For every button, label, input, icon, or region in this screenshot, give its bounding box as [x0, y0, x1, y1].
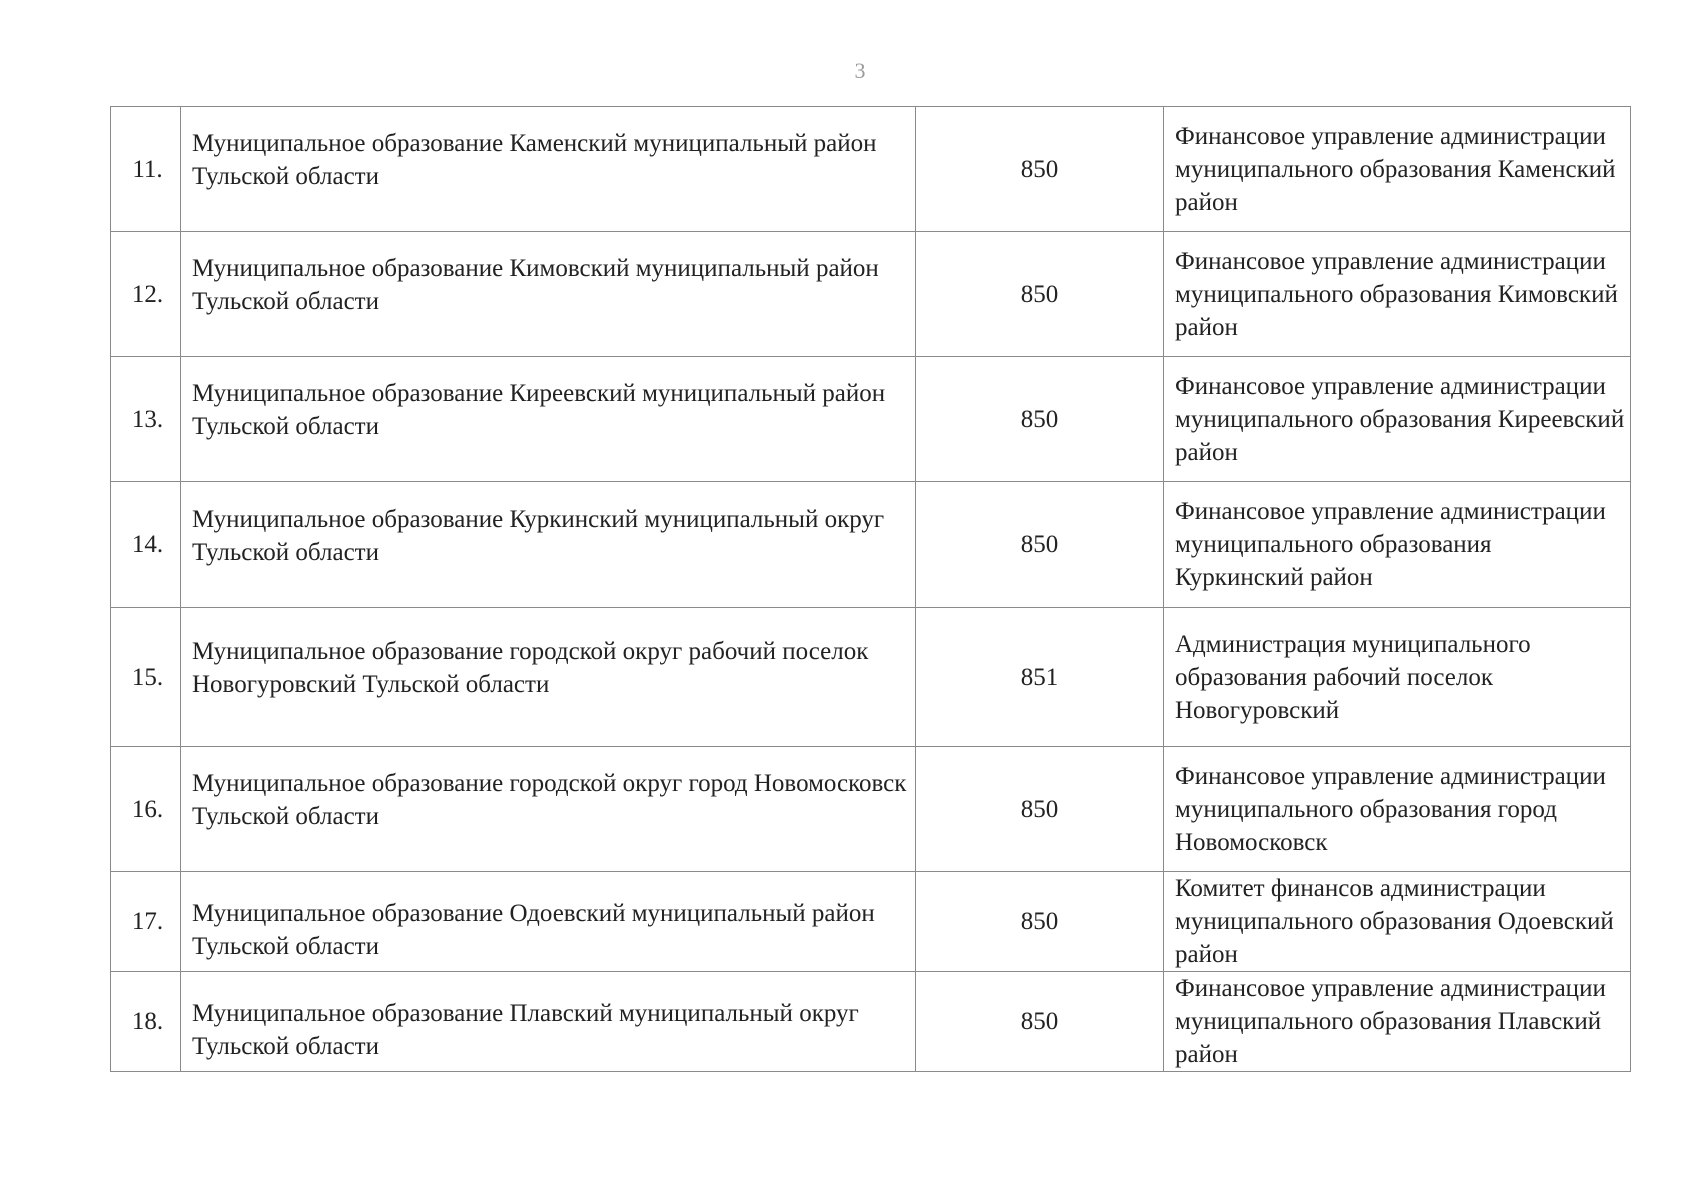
municipality-name: Муниципальное образование городской округ город Новомосковск Тульской области [192, 770, 907, 830]
municipality-name-cell [181, 872, 916, 972]
table-row [111, 232, 1631, 357]
organization: Финансовое управление администрации муниципального образования Куркинский район [1164, 482, 1631, 608]
row-number: 18. [111, 972, 181, 1072]
organization: Финансовое управление администрации муниципального образования Киреевский район [1164, 357, 1631, 482]
municipality-name-cell [181, 747, 916, 872]
code: 850 [916, 482, 1164, 608]
table-row [111, 608, 1631, 747]
municipality-name: Муниципальное образование городской округ рабочий поселок Новогуровский Тульской области [192, 638, 869, 698]
municipal-table [110, 106, 1631, 1072]
table-row [111, 972, 1631, 1072]
table-row [111, 747, 1631, 872]
row-number: 15. [111, 608, 181, 747]
organization: Финансовое управление администрации муниципального образования Кимовский район [1164, 232, 1631, 357]
table-row [111, 872, 1631, 972]
row-number: 14. [111, 482, 181, 608]
row-number: 13. [111, 357, 181, 482]
row-number: 17. [111, 872, 181, 972]
page-number: 3 [854, 58, 866, 83]
municipality-name: Муниципальное образование Киреевский муниципальный район Тульской области [192, 380, 886, 440]
organization: Финансовое управление администрации муниципального образования город Новомосковск [1164, 747, 1631, 872]
code: 850 [916, 972, 1164, 1072]
organization: Комитет финансов администрации муниципального образования Одоевский район [1164, 872, 1631, 972]
organization: Администрация муниципального образования рабочий поселок Новогуровский [1164, 608, 1631, 747]
municipality-name-cell [181, 232, 916, 357]
table-row [111, 107, 1631, 232]
table-row [111, 482, 1631, 608]
code: 851 [916, 608, 1164, 747]
organization: Финансовое управление администрации муниципального образования Плавский район [1164, 972, 1631, 1072]
municipality-name-cell [181, 357, 916, 482]
row-number: 16. [111, 747, 181, 872]
code: 850 [916, 747, 1164, 872]
municipality-name: Муниципальное образование Одоевский муниципальный район Тульской области [192, 899, 875, 960]
municipality-name-cell [181, 972, 916, 1072]
municipality-name-cell [181, 482, 916, 608]
municipality-name: Муниципальное образование Плавский муниципальный округ Тульской области [192, 999, 859, 1060]
municipality-name-cell [181, 608, 916, 747]
code: 850 [916, 357, 1164, 482]
municipality-name-cell [181, 107, 916, 232]
table-row [111, 357, 1631, 482]
row-number: 11. [111, 107, 181, 232]
code: 850 [916, 232, 1164, 357]
code: 850 [916, 872, 1164, 972]
municipality-name: Муниципальное образование Каменский муниципальный район Тульской области [192, 130, 877, 190]
municipality-name: Муниципальное образование Кимовский муниципальный район Тульской области [192, 255, 879, 315]
row-number: 12. [111, 232, 181, 357]
code: 850 [916, 107, 1164, 232]
municipality-name: Муниципальное образование Куркинский муниципальный округ Тульской области [192, 505, 885, 566]
organization: Финансовое управление администрации муниципального образования Каменский район [1164, 107, 1631, 232]
